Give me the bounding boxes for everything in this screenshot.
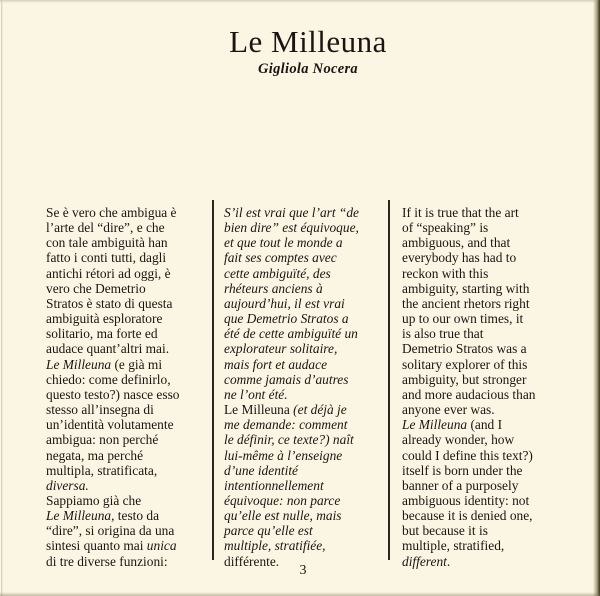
text-line: l’arte del “dire”, e che — [46, 220, 165, 236]
text-line: été de cette ambiguïté un — [224, 326, 358, 342]
text-line: everybody has had to — [402, 250, 517, 266]
title-block — [8, 26, 600, 78]
text-line: antichi rétori ad oggi, è — [46, 265, 171, 281]
text-line: explorateur solitaire, — [224, 341, 338, 357]
text-column-french — [224, 205, 380, 569]
text-line: mais fort et audace — [224, 356, 328, 372]
text-line: anyone ever was. — [402, 402, 495, 418]
text-line: di tre diverse funzioni: — [46, 553, 168, 569]
text-line: ne l’ont été. — [224, 386, 288, 402]
text-line: fatto i conti tutti, dagli — [46, 250, 167, 266]
text-line: ambiguità esploratore — [46, 311, 163, 327]
text-line: Le Milleuna (and I — [402, 417, 503, 433]
text-line: ambiguity, but stronger — [402, 371, 527, 387]
text-line: solitario, ma forte ed — [46, 326, 158, 342]
scan-edge-top — [0, 0, 600, 3]
text-line: cette ambiguïté, des — [224, 265, 331, 281]
text-column-english — [402, 205, 570, 569]
text-line: of “speaking” is — [402, 220, 489, 236]
text-line: could I define this text?) — [402, 447, 533, 463]
text-line: équivoque: non parce — [224, 492, 341, 508]
text-line: différente. — [224, 553, 280, 569]
text-line: que Demetrio Stratos a — [224, 311, 349, 327]
text-line: ambiguous identity: not — [402, 492, 530, 508]
text-line: con tale ambiguità han — [46, 235, 168, 251]
text-line: If it is true that the art — [402, 205, 519, 220]
text-line: ambiguity, starting with — [402, 280, 530, 296]
text-line: audace quant’altri mai. — [46, 341, 170, 357]
text-line: itself is born under the — [402, 462, 523, 478]
text-line: Se è vero che ambigua è — [46, 205, 177, 220]
text-line: the ancient rhetors right — [402, 295, 530, 311]
page-title: Le Milleuna — [229, 24, 387, 59]
text-line: up to our own times, it — [402, 311, 524, 327]
text-line: is also true that — [402, 326, 484, 342]
text-line: multiple, stratified, — [402, 538, 505, 554]
text-line: fait ses comptes avec — [224, 250, 337, 266]
text-line: bien dire” est équivoque, — [224, 220, 359, 236]
text-line: ambiguous, and that — [402, 235, 511, 251]
text-line: Sappiamo già che — [46, 492, 142, 508]
text-line: intentionnellement — [224, 477, 324, 493]
author-name: Gigliola Nocera — [258, 60, 358, 77]
text-line: reckon with this — [402, 265, 489, 281]
scan-edge-right — [593, 0, 600, 596]
text-line: already wonder, how — [402, 432, 515, 448]
text-line: aujourd’hui, il est vrai — [224, 295, 345, 311]
text-line: me demande: comment — [224, 417, 348, 433]
text-line: solitary explorer of this — [402, 356, 528, 372]
text-line: multiple, stratifiée, — [224, 538, 326, 554]
page-number: 3 — [299, 563, 307, 578]
text-line: d’une identité — [224, 462, 298, 478]
scan-edge-bottom — [0, 592, 600, 596]
text-line: parce qu’elle est — [224, 523, 313, 539]
text-line: qu’elle est nulle, mais — [224, 508, 342, 524]
text-line: negata, ma perché — [46, 447, 144, 463]
text-line: “dire”, si origina da una — [46, 523, 175, 539]
text-line: un’identità volutamente — [46, 417, 174, 433]
text-line: comme jamais d’autres — [224, 371, 349, 387]
column-divider — [388, 200, 390, 560]
text-line: Stratos è stato di questa — [46, 295, 173, 311]
text-line: multipla, stratificata, — [46, 462, 158, 478]
text-line: ambigua: non perché — [46, 432, 159, 448]
text-line: vero che Demetrio — [46, 280, 146, 296]
text-line: Demetrio Stratos was a — [402, 341, 527, 357]
text-column-italian — [46, 205, 208, 569]
text-line: and more audacious than — [402, 386, 536, 402]
text-line: banner of a purposely — [402, 477, 519, 493]
scan-edge-left — [1, 0, 3, 596]
text-line: questo testo?) nasce esso — [46, 386, 180, 402]
text-line: S’il est vrai que l’art “de — [224, 205, 360, 220]
text-line: different. — [402, 553, 451, 569]
text-line: stesso all’insegna di — [46, 402, 154, 418]
text-line: Le Milleuna (e già mi — [46, 356, 163, 372]
text-line: et que tout le monde a — [224, 235, 343, 251]
text-line: rhéteurs anciens à — [224, 280, 323, 296]
text-line: sintesi quanto mai unica — [46, 538, 177, 554]
text-line: le définir, ce texte?) naît — [224, 432, 354, 448]
text-line: because it is denied one, — [402, 508, 533, 524]
text-line: lui-même à l’enseigne — [224, 447, 343, 463]
text-line: chiedo: come definirlo, — [46, 371, 171, 387]
text-line: diversa. — [46, 477, 89, 493]
text-line: but because it is — [402, 523, 488, 539]
column-divider — [212, 200, 214, 560]
text-line: Le Milleuna (et déjà je — [224, 402, 347, 418]
text-line: Le Milleuna, testo da — [46, 508, 160, 524]
